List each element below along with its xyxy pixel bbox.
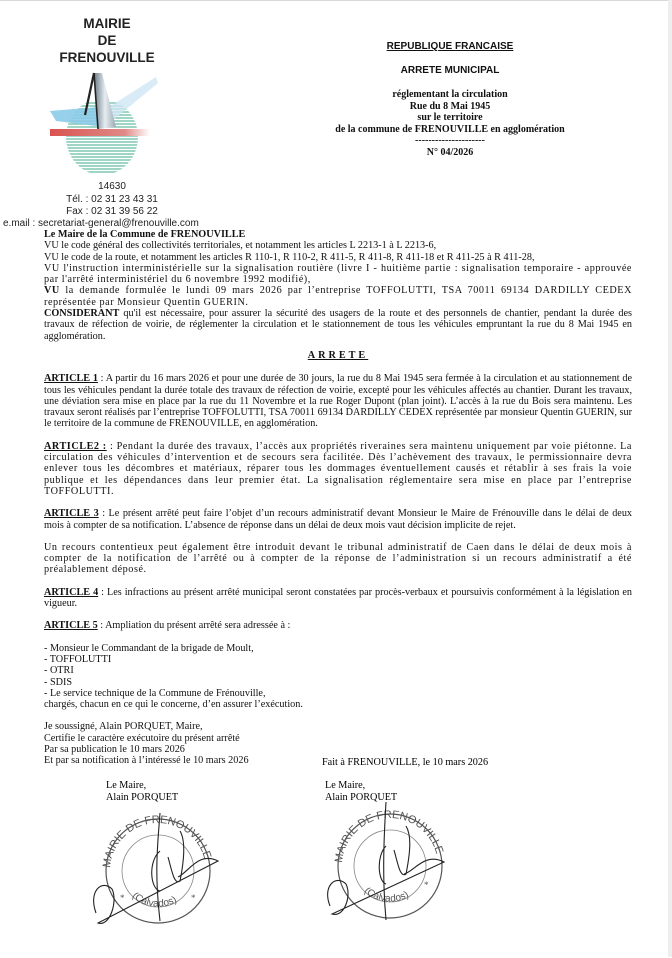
separator-line: ---------------------	[415, 135, 485, 146]
certification-line: Par sa publication le 10 mars 2026	[44, 743, 185, 755]
org-line: FRENOUVILLE	[59, 50, 155, 65]
signatory-title: Le Maire,	[106, 780, 147, 791]
svg-text:*: *	[120, 893, 125, 903]
considerant-text: qu'il est nécessaire, pour assurer la sécurité des usagers de la route et des personnels de chantier, pendant la durée des travaux de réfection de voirie, de réglementer la circulation et le stationnement de tous les véhicules empruntant la rue du 8 Mai 1945 en agglomération.	[44, 308, 632, 342]
recipient-item: - Le service technique de la Commune de Frénouville,	[44, 687, 266, 699]
page-edge	[668, 0, 672, 957]
signatory-name: Alain PORQUET	[106, 792, 179, 803]
org-line: MAIRIE	[83, 16, 131, 31]
document-body	[44, 229, 632, 767]
svg-text:*: *	[424, 880, 429, 890]
article-label: ARTICLE 1	[44, 373, 98, 385]
article-text: : Le présent arrêté peut faire l’objet d’un recours administratif devant Monsieur le Maire de Frénouville dans le délai de deux mois à compter de sa notification. L’absence de réponse dans un délai de deux mois vaut décision implicite de rejet.	[44, 508, 633, 531]
article-text: : Pendant la durée des travaux, l’accès aux propriétés riveraines sera maintenu uniquement par voie piétonne. La circulation des véhicules d’intervention et de secours sera facilitée. Dès l’achèvement des travaux, le permissionnaire devra enlever tous les décombres et matériaux, réparer tous les dommages éventuellement causés et rétablir à ses frais la voie publique et les dépendances dans leur premier état. La signalisation réglementaire sera mise en place par l’entreprise TOFFOLUTTI.	[44, 440, 632, 497]
arrete-heading: ARRETE	[307, 349, 369, 361]
recipient-item: - SDIS	[44, 676, 73, 688]
recours-paragraph: Un recours contentieux peut également être introduit devant le tribunal administratif de Caen dans le délai de deux mois à compter de la notification de l’arrêté ou à compter de la réponse de l’administration si un recours administratif a été préalablement déposé.	[44, 541, 632, 576]
place-date: Fait à FRENOUVILLE, le 10 mars 2026	[322, 757, 489, 768]
article-label: ARTICLE 3	[44, 508, 99, 520]
signatory-name: Alain PORQUET	[325, 792, 398, 803]
subject-line: Rue du 8 Mai 1945	[409, 100, 491, 112]
municipality-logo	[46, 69, 166, 177]
vu-label: VU	[44, 285, 60, 297]
article-label: ARTICLE2 :	[44, 440, 107, 452]
preamble-heading: Le Maire de la Commune de FRENOUVILLE	[44, 229, 246, 240]
execution-clause: chargés, chacun en ce qui le concerne, d’en assurer l’exécution.	[44, 699, 303, 711]
recipient-item: - Monsieur le Commandant de la brigade de Moult,	[44, 642, 254, 654]
svg-text:*: *	[191, 893, 196, 903]
recipient-item: - OTRI	[44, 665, 74, 677]
subject-line: réglementant la circulation	[392, 89, 508, 100]
vu-clause: VU l'instruction interministérielle sur la signalisation routière (livre I - huitième partie : signalisation temporaire - approuvée par l'arrêté interministériel du 6 novembre 1992 modifié),	[44, 262, 632, 286]
vu-clause: VU le code de la route, et notamment les articles R 110-1, R 110-2, R 411-5, R 411-8, R 411-18 et R 411-25 à R 411-28,	[44, 251, 535, 263]
article-label: ARTICLE 4	[44, 586, 99, 598]
email[interactable]: e.mail : secretariat-general@frenouville.com	[3, 218, 199, 229]
recipient-item: - TOFFOLUTTI	[44, 653, 112, 665]
article-3	[44, 508, 632, 531]
certification-line: Je soussigné, Alain PORQUET, Maire,	[44, 721, 203, 733]
considerant-clause	[44, 308, 632, 342]
logo-light-ray	[106, 77, 158, 121]
recipients-list	[44, 643, 632, 699]
article-5	[44, 620, 632, 631]
article-text: : Les infractions au présent arrêté municipal seront constatées par procès-verbaux et poursuivis conformément à la législation en vigueur.	[44, 586, 633, 610]
article-2	[44, 441, 632, 497]
article-text: : Ampliation du présent arrêté sera adressée à :	[97, 620, 291, 632]
vu-clause	[44, 285, 632, 308]
certification-line: Certifie le caractère exécutoire du présent arrêté	[44, 732, 240, 744]
signatory-title: Le Maire,	[325, 780, 366, 791]
stamp-bottom-text: (Calvados)	[361, 885, 411, 905]
certification-line: Et par sa notification à l’intéressé le 10 mars 2026	[44, 755, 249, 767]
republic-heading: REPUBLIQUE FRANCAISE	[386, 41, 514, 52]
article-1	[44, 373, 632, 429]
subject-line: de la commune de FRENOUVILLE en agglomération	[335, 123, 565, 135]
stamp-top-text: MAIRIE DE FRENOUVILLE	[332, 808, 446, 864]
article-label: ARTICLE 5	[44, 620, 98, 632]
org-line: DE	[97, 33, 117, 48]
vu-text: la demande formulée le lundi 09 mars 2026 par l’entreprise TOFFOLUTTI, TSA 70011 69134 DARDILLY CEDEX représentée par Monsieur Quentin GUERIN.	[44, 285, 632, 308]
municipality-name	[48, 15, 166, 66]
article-4	[44, 587, 632, 610]
arrete-number: N° 04/2026	[426, 146, 474, 158]
considerant-label: CONSIDERANT	[44, 308, 120, 320]
official-stamp-signature-right	[320, 796, 470, 926]
subject-line: sur le territoire	[417, 112, 483, 123]
fax: Fax : 02 31 39 56 22	[66, 206, 158, 217]
official-stamp-signature-left	[88, 801, 238, 931]
article-text: : A partir du 16 mars 2026 et pour une durée de 30 jours, la rue du 8 Mai 1945 sera fermée à la circulation et au stationnement de tous les véhicules pendant la durée totale des travaux de réfection de voirie, excepté pour les véhicules affectés au chantier. Durant les travaux, une déviation sera mise en place par la rue du 11 Novembre et la rue Roger Dupont (plan joint). L’accès à la rue du Bois sera maintenu. Les travaux seront réalisés par l’entreprise TOFFOLUTTI, TSA 70011 69134 DARDILLY CEDEX représentée par monsieur Quentin GUERIN, sur le territoire de la commune de FRENOUVILLE, en agglomération.	[44, 373, 633, 430]
vu-clause: VU le code général des collectivités territoriales, et notamment les articles L 2213-1 à L 2213-6,	[44, 240, 437, 252]
contact-block	[0, 181, 224, 229]
document-type: ARRETE MUNICIPAL	[400, 65, 500, 76]
stamp-bottom-text: (Calvados)	[129, 890, 179, 910]
document-subject	[300, 89, 600, 158]
telephone: Tél. : 02 31 23 43 31	[66, 193, 158, 205]
stamp-top-text: MAIRIE DE FRENOUVILLE	[100, 813, 214, 869]
postal-code: 14630	[98, 181, 126, 192]
logo-red-band	[50, 129, 150, 136]
